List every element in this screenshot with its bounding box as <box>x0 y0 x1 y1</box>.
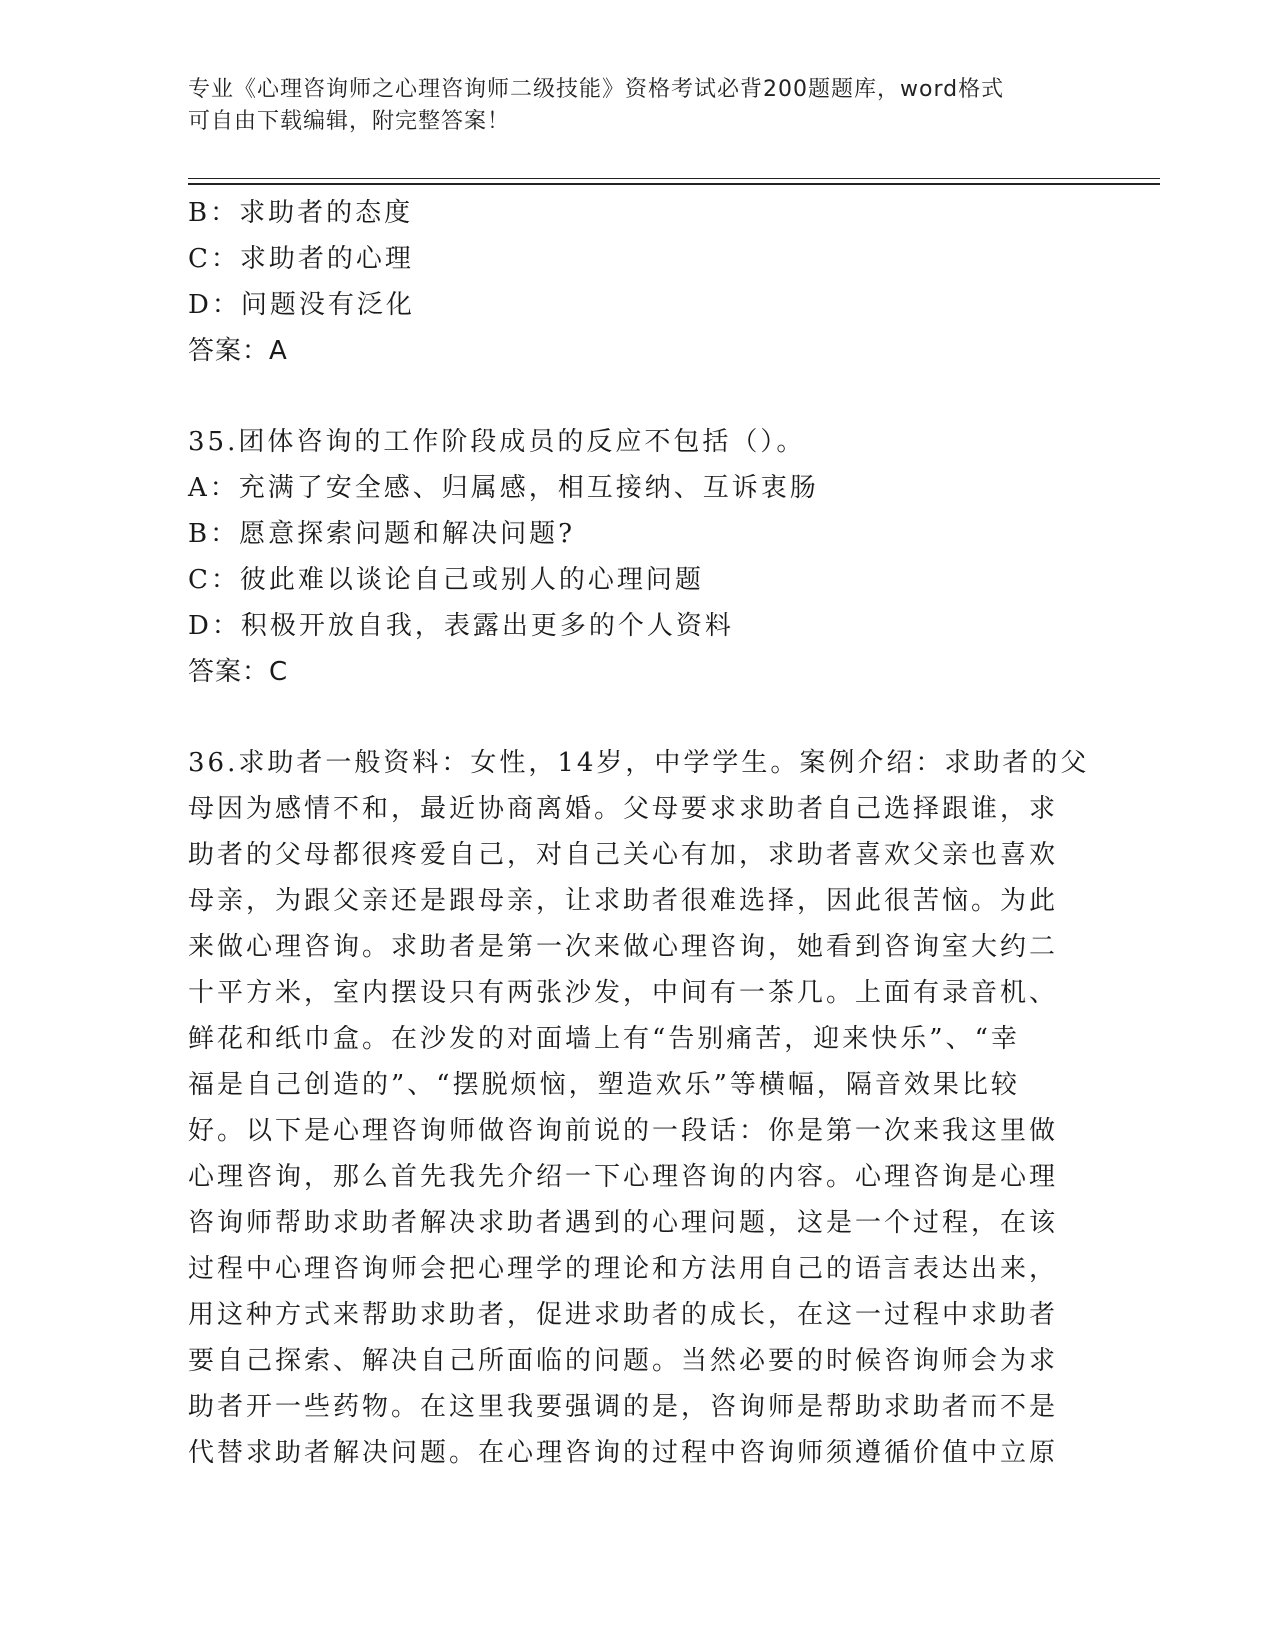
question-text-line: 来做心理咨询。求助者是第一次来做心理咨询，她看到咨询室大约二 <box>188 932 1059 962</box>
question-text-line: 要自己探索、解决自己所面临的问题。当然必要的时候咨询师会为求 <box>188 1346 1059 1376</box>
question-text-line: 好。以下是心理咨询师做咨询前说的一段话：你是第一次来我这里做 <box>188 1116 1059 1146</box>
question-text-line: 助者的父母都很疼爱自己，对自己关心有加，求助者喜欢父亲也喜欢 <box>188 840 1059 870</box>
option-c: C：彼此难以谈论自己或别人的心理问题 <box>188 565 704 595</box>
header-divider-thick <box>188 183 1160 185</box>
document-body <box>188 190 1088 1476</box>
question-stem: 35.团体咨询的工作阶段成员的反应不包括（）。 <box>188 427 806 457</box>
question-text-line: 母因为感情不和，最近协商离婚。父母要求求助者自己选择跟谁，求 <box>188 794 1059 824</box>
option-b: B：求助者的态度 <box>188 198 414 228</box>
question-text-line: 用这种方式来帮助求助者，促进求助者的成长，在这一过程中求助者 <box>188 1300 1059 1330</box>
question-text-line: 十平方米，室内摆设只有两张沙发，中间有一茶几。上面有录音机、 <box>188 978 1059 1008</box>
answer: 答案：A <box>188 336 288 366</box>
question-text-line: 咨询师帮助求助者解决求助者遇到的心理问题，这是一个过程，在该 <box>188 1208 1059 1238</box>
header-line-1: 专业《心理咨询师之心理咨询师二级技能》资格考试必背200题题库，word格式 <box>188 77 1005 102</box>
option-d: D：问题没有泛化 <box>188 290 415 320</box>
question-35 <box>188 419 1088 695</box>
option-a: A：充满了安全感、归属感，相互接纳、互诉衷肠 <box>188 473 819 503</box>
question-text-line: 福是自己创造的”、“摆脱烦恼，塑造欢乐”等横幅，隔音效果比较 <box>188 1070 1020 1100</box>
question-text-line: 心理咨询，那么首先我先介绍一下心理咨询的内容。心理咨询是心理 <box>188 1162 1059 1192</box>
document-header <box>188 74 1068 138</box>
question-36 <box>188 740 1088 1476</box>
answer: 答案：C <box>188 657 289 687</box>
question-34-fragment <box>188 190 1088 374</box>
option-d: D：积极开放自我，表露出更多的个人资料 <box>188 611 734 641</box>
spacer <box>188 374 1088 419</box>
header-divider-thin <box>188 178 1160 179</box>
question-text-line: 助者开一些药物。在这里我要强调的是，咨询师是帮助求助者而不是 <box>188 1392 1059 1422</box>
option-c: C：求助者的心理 <box>188 244 414 274</box>
header-line-2: 可自由下载编辑，附完整答案！ <box>188 109 511 134</box>
spacer <box>188 695 1088 740</box>
option-b: B：愿意探索问题和解决问题? <box>188 519 576 549</box>
question-text-line: 代替求助者解决问题。在心理咨询的过程中咨询师须遵循价值中立原 <box>188 1438 1059 1468</box>
question-text-line: 母亲，为跟父亲还是跟母亲，让求助者很难选择，因此很苦恼。为此 <box>188 886 1059 916</box>
question-text-line: 过程中心理咨询师会把心理学的理论和方法用自己的语言表达出来， <box>188 1254 1059 1284</box>
question-text-line: 36.求助者一般资料：女性，14岁，中学学生。案例介绍：求助者的父 <box>188 748 1090 778</box>
question-text-line: 鲜花和纸巾盒。在沙发的对面墙上有“告别痛苦，迎来快乐”、“幸 <box>188 1024 1020 1054</box>
